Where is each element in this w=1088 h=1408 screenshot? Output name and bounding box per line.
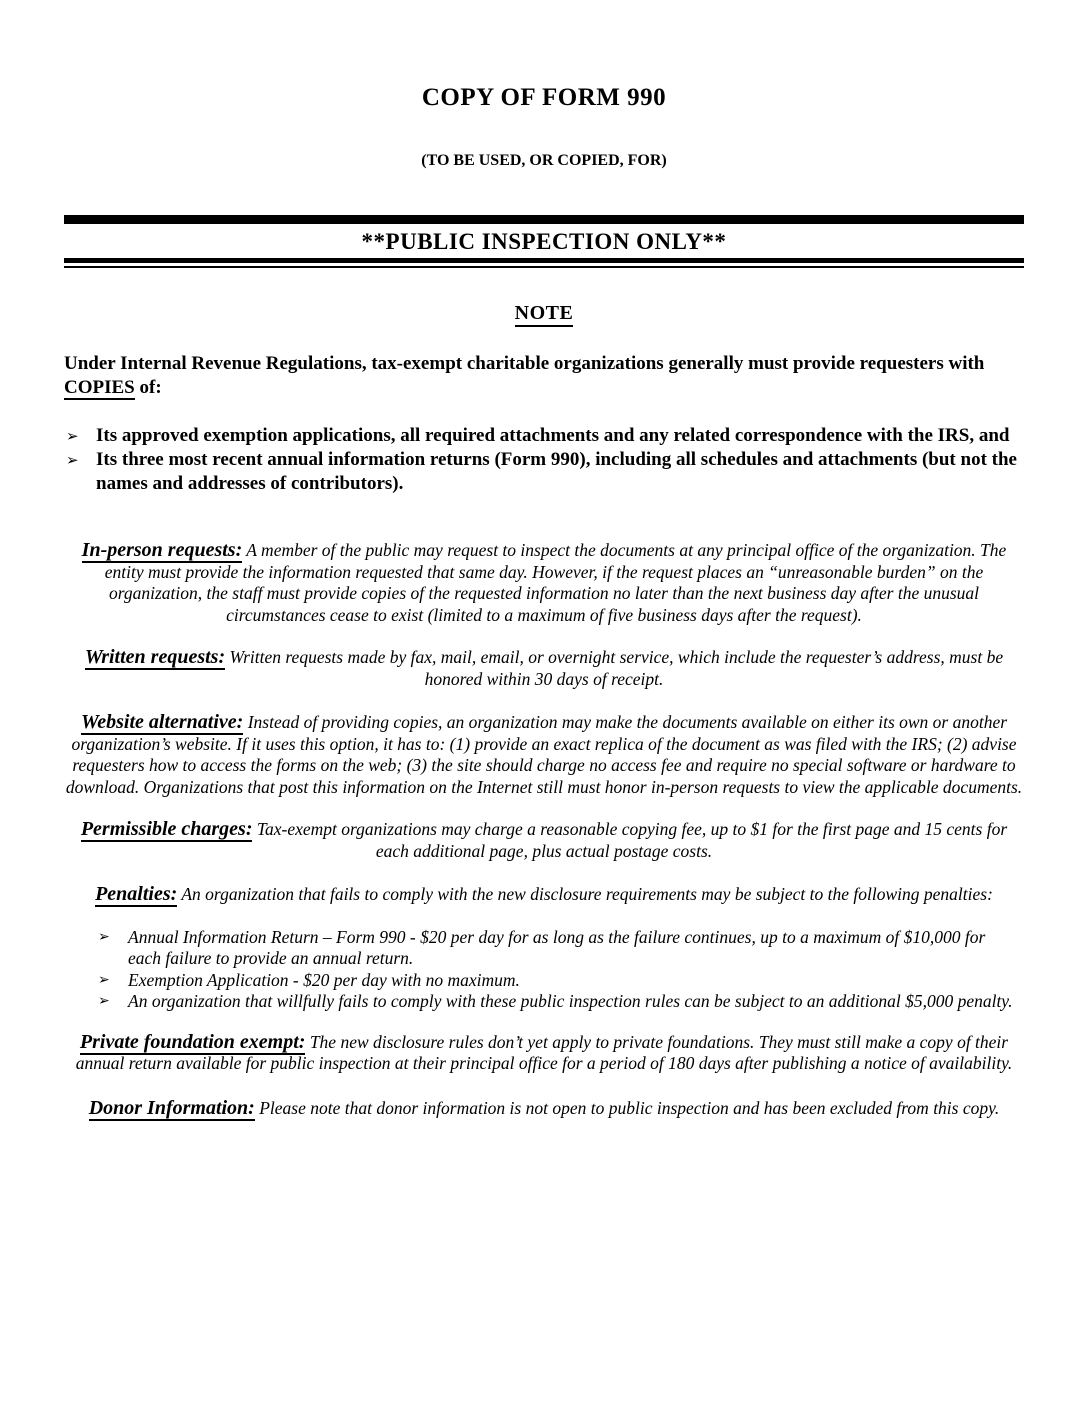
list-item [64,448,1024,496]
arrow-bullet-icon: ➢ [98,971,110,988]
section-heading: Donor Information: [88,1096,255,1119]
section-private-foundation-exempt [64,1032,1024,1075]
section-body: Written requests made by fax, mail, email, or overnight service, which include the requester’s address, must be honored within 30 days of receipt. [225,647,1004,689]
arrow-bullet-icon: ➢ [98,993,110,1009]
arrow-bullet-icon: ➢ [66,427,79,445]
banner-bottom-thin-rule [64,266,1024,268]
section-body: The new disclosure rules don’t yet apply to private foundations. They must still make a copy of their annual return available for public inspection at their principal office for a period of 180 days after publishing a notice of availability. [75,1031,1013,1073]
note-heading-text: NOTE [515,302,574,327]
section-written-requests [64,647,1024,690]
section-body: Instead of providing copies, an organization may make the documents available on either its own or another organization’s website. If it uses this option, it has to: (1) provide an exact replica of the document as was filed with the IRS; (2) advise requesters how to access the forms on the web; (3) the site should charge no access fee and require no special software or hardware to download. Organizations that post this information on the Internet still must honor in-person requests to view the applicable documents. [65,712,1023,797]
penalty-bullet-text: Exemption Application - $20 per day with no maximum. [128,969,520,990]
penalty-bullet-text: An organization that willfully fails to comply with these public inspection rules can be subject to an additional $5,000 penalty. [128,991,1013,1011]
intro-text-pre: Under Internal Revenue Regulations, tax-exempt charitable organizations generally must provide requesters with [64,353,985,374]
section-permissible-charges [64,819,1024,862]
intro-text-post: of: [134,377,162,398]
intro-bullet-text: Its three most recent annual information returns (Form 990), including all schedules and attachments (but not the names and addresses of contributors). [96,449,1017,494]
section-heading: Private foundation exempt: [79,1030,306,1053]
section-in-person-requests [64,540,1024,626]
section-body: Tax-exempt organizations may charge a reasonable copying fee, up to $1 for the first page and 15 cents for each additional page, plus actual postage costs. [252,819,1008,861]
banner-top-rule [64,215,1024,224]
list-item [64,424,1024,448]
intro-text-underlined: COPIES [64,377,135,398]
intro-paragraph [64,352,1024,400]
penalty-bullet-text: Annual Information Return – Form 990 - $20 per day for as long as the failure continues, up to a maximum of $10,000 for each failure to provide an annual return. [128,926,986,968]
intro-bullet-text: Its approved exemption applications, all required attachments and any related correspondence with the IRS, and [96,425,1010,446]
section-penalties [64,884,1024,906]
section-heading: In-person requests: [81,539,243,561]
banner-bottom-thick-rule [64,258,1024,263]
arrow-bullet-icon: ➢ [66,451,79,469]
list-item [64,927,1024,970]
document-title: COPY OF FORM 990 [421,84,667,111]
section-website-alternative [64,712,1024,798]
arrow-bullet-icon: ➢ [98,928,110,945]
list-item [64,970,1024,992]
note-heading [64,302,1024,325]
section-heading: Penalties: [95,883,178,905]
intro-bullet-list [64,424,1024,496]
section-body: An organization that fails to comply with the new disclosure requirements may be subject to the following penalties: [177,884,993,904]
section-heading: Website alternative: [80,711,244,733]
section-body: A member of the public may request to inspect the documents at any principal office of the organization. The entity must provide the information requested that same day. However, if the request places an “unreasonable burden” on the organization, the staff must provide copies of the requested information no later than the next business day after the unusual circumstances cease to exist (limited to a maximum of five business days after the request). [104,540,1007,625]
document-subtitle: (TO BE USED, OR COPIED, FOR) [421,152,667,169]
penalties-bullet-list [64,927,1024,1013]
public-inspection-banner [64,215,1024,268]
section-heading: Permissible charges: [80,818,253,840]
list-item [64,991,1024,1013]
banner-text: **PUBLIC INSPECTION ONLY** [361,229,727,254]
section-heading: Written requests: [84,646,226,668]
section-donor-information [64,1098,1024,1120]
section-body: Please note that donor information is not open to public inspection and has been excluded from this copy. [254,1097,1000,1118]
